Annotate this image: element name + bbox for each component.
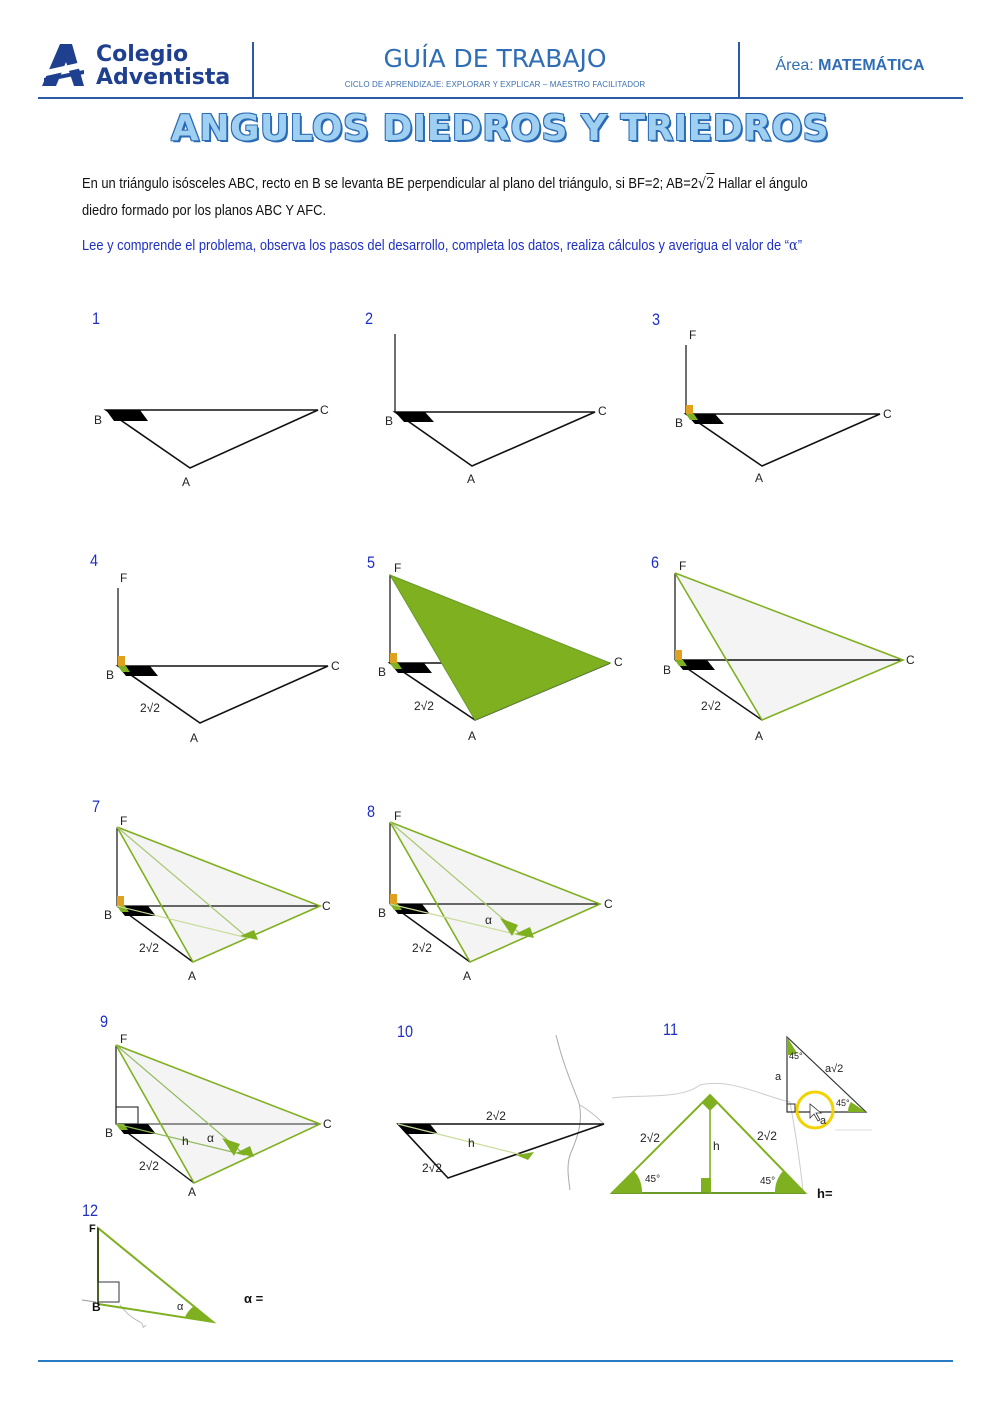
label-b-2: B [385, 414, 394, 428]
diagram-step-10 [398, 1035, 604, 1190]
diagram-step-6 [663, 559, 915, 743]
label-ab-10: 2√2 [422, 1161, 442, 1175]
h-equals-label: h= [817, 1186, 833, 1201]
label-f-8: F [394, 809, 402, 823]
label-left-11: 2√2 [640, 1131, 660, 1145]
label-a-left-small: a [775, 1071, 782, 1083]
label-c-3: C [883, 407, 892, 421]
label-c-7: C [322, 899, 331, 913]
label-ab-5: 2√2 [414, 699, 434, 713]
label-45-right-11: 45° [760, 1176, 776, 1187]
diagram-step-1 [94, 403, 329, 489]
label-a-8: A [463, 969, 472, 983]
footer-rule [38, 1360, 953, 1362]
label-a-root-two-small: a√2 [825, 1063, 844, 1075]
diagram-step-12 [82, 1223, 264, 1327]
area-label: Área: [775, 57, 814, 74]
step-number-2: 2 [365, 309, 374, 328]
label-h-10: h [468, 1136, 475, 1150]
step-number-4: 4 [90, 551, 99, 570]
diagram-step-4 [106, 571, 340, 745]
label-ab-7: 2√2 [139, 941, 159, 955]
label-ab-9: 2√2 [139, 1159, 159, 1173]
problem-statement: En un triángulo isósceles ABC, recto en B se levanta BE perpendicular al plano del triángulo, si BF=2; AB=2√2 Hallar el ángulo diedro formado por los planos ABC Y AFC. [82, 174, 808, 219]
label-f-12: F [89, 1223, 96, 1235]
label-b-9: B [105, 1126, 114, 1140]
diagram-step-9 [105, 1032, 332, 1199]
problem-line-2: diedro formado por los planos ABC Y AFC. [82, 202, 327, 219]
label-a-3: A [755, 471, 764, 485]
label-b-8: B [378, 906, 387, 920]
label-45-right-small: 45° [836, 1098, 850, 1108]
label-a-4: A [190, 731, 199, 745]
problem-sqrt-arg: 2 [706, 174, 715, 192]
diagram-step-5 [378, 561, 623, 743]
label-a-2: A [467, 472, 476, 486]
label-b-6: B [663, 663, 672, 677]
step-number-3: 3 [652, 310, 661, 329]
instruction-alpha: α [789, 236, 798, 254]
step-number-6: 6 [651, 553, 660, 572]
label-b-1: B [94, 413, 103, 427]
logo-line-2: Adventista [96, 65, 231, 90]
label-45-left-11: 45° [645, 1174, 661, 1185]
label-b-5: B [378, 665, 387, 679]
label-b-3: B [675, 416, 684, 430]
label-c-6: C [906, 653, 915, 667]
alpha-equals-label: α = [244, 1291, 264, 1306]
label-ab-4: 2√2 [140, 701, 160, 715]
label-h-11: h [713, 1139, 720, 1153]
label-f-3: F [689, 328, 697, 342]
label-45-top-small: 45° [789, 1051, 803, 1061]
step-number-8: 8 [367, 802, 376, 821]
label-a-5: A [468, 729, 477, 743]
label-alpha-9: α [207, 1131, 214, 1145]
label-alpha-8: α [485, 913, 492, 927]
instruction-close: ” [797, 237, 803, 254]
label-alpha-12: α [177, 1301, 184, 1313]
instruction-body: Lee y comprende el problema, observa los pasos del desarrollo, completa los datos, realiza cálculos y averigua el valor de “ [82, 237, 790, 254]
label-a-9: A [188, 1185, 197, 1199]
diagram-step-3 [675, 328, 892, 485]
label-a-6: A [755, 729, 764, 743]
guide-subtitle: CICLO DE APRENDIZAJE: EXPLORAR Y EXPLICAR – MAESTRO FACILITADOR [344, 80, 646, 89]
diagram-step-11 [612, 1037, 872, 1201]
diagram-step-7 [104, 814, 331, 983]
problem-part-2: Hallar el ángulo [714, 175, 808, 192]
step-number-12: 12 [82, 1201, 99, 1220]
label-f-6: F [679, 559, 687, 573]
guide-title: GUÍA DE TRABAJO [383, 44, 607, 73]
label-a-7: A [188, 969, 197, 983]
label-f-9: F [120, 1032, 128, 1046]
label-c-2: C [598, 404, 607, 418]
step-number-11: 11 [663, 1020, 679, 1039]
area-value: MATEMÁTICA [818, 57, 925, 74]
label-ab-6: 2√2 [701, 699, 721, 713]
label-a-1: A [182, 475, 191, 489]
label-f-7: F [120, 814, 128, 828]
label-b-7: B [104, 908, 113, 922]
label-bc-10: 2√2 [486, 1109, 506, 1123]
step-number-5: 5 [367, 553, 376, 572]
label-c-9: C [323, 1117, 332, 1131]
step-number-10: 10 [397, 1022, 414, 1041]
step-number-7: 7 [92, 797, 101, 816]
diagram-step-8 [378, 809, 613, 983]
label-b-12: B [92, 1300, 101, 1314]
label-f-4: F [120, 571, 128, 585]
label-right-11: 2√2 [757, 1129, 777, 1143]
label-b-4: B [106, 668, 115, 682]
label-ab-8: 2√2 [412, 941, 432, 955]
label-c-4: C [331, 659, 340, 673]
label-f-5: F [394, 561, 402, 575]
label-h-9: h [182, 1134, 189, 1148]
step-number-1: 1 [92, 309, 101, 328]
diagram-step-2 [385, 334, 607, 486]
label-a-bottom-small: a [820, 1115, 827, 1127]
label-c-1: C [320, 403, 329, 417]
label-c-5: C [614, 655, 623, 669]
step-number-9: 9 [100, 1012, 109, 1031]
label-c-8: C [604, 897, 613, 911]
problem-part-1: En un triángulo isósceles ABC, recto en B se levanta BE perpendicular al plano del triángulo, si BF=2; AB=2 [82, 175, 698, 192]
page-title: ANGULOS DIEDROS Y TRIEDROS [170, 108, 830, 149]
logo-line-1: Colegio [96, 42, 189, 67]
